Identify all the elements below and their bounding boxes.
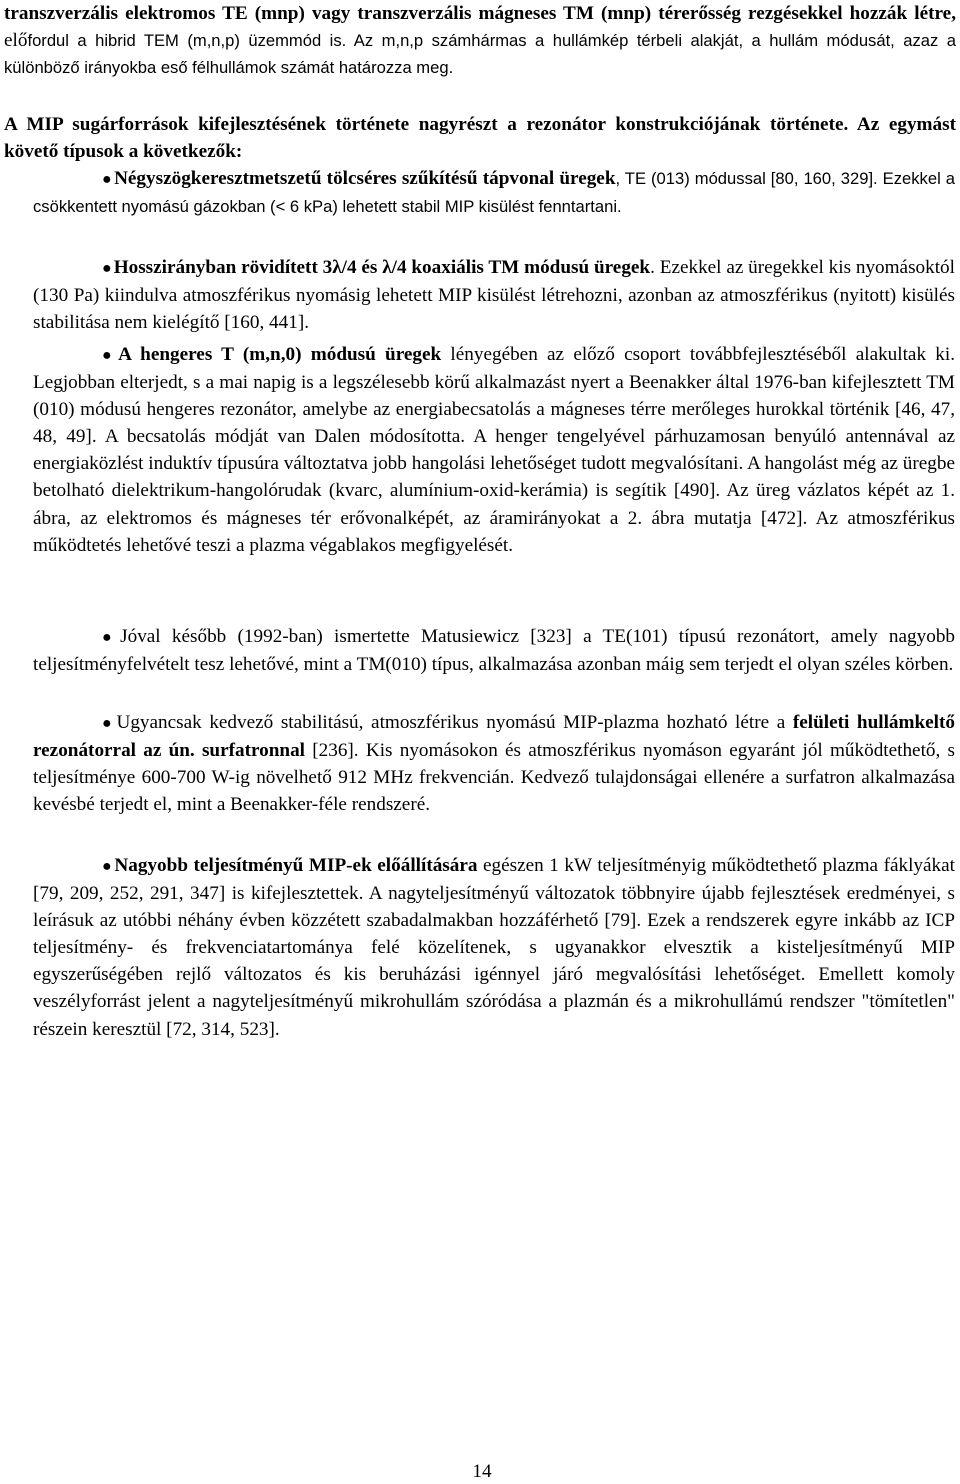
paragraph-intro-continued [4,0,956,81]
bold-text: felületi hullámkeltő rezonátorral az ún. surfatronnal [33,712,955,762]
bullet-icon: ● [102,171,113,188]
bold-text: A MIP sugárforrások kifejlesztésének története nagyrészt a rezonátor konstrukciójának története. Az egymást követő típusok a következők: [4,114,956,163]
page-number: 14 [472,1461,492,1482]
body-text: elő [4,30,28,52]
body-text: lényegében az előző csoport továbbfejlesztéséből alakultak ki. Legjobban elterjedt, s a mai napig is a legszélesebb körű alkalmazást nyert a Beenakker által 1976-ban kifejlesztett TM (010) módusú hengeres rezonátor, amelybe az energiabecsatolás a mágneses térre merőleges hurokkal történik [46, 47, 48, 49]. A becsatolás módját van Dalen módosította. A henger tengelyével párhuzamosan benyúló antennával az energiaközlést induktív típusúra változtatva jobb hangolási lehetőséget tudott megvalósítani. A hangolást még az üregbe betolható dielektrikum-hangolórudak (kvarc, alumínium-oxid-kerámia) is segítik [490]. Az üreg vázlatos képét az 1. ábra, az elektromos és mágneses tér erővonalképét, az áramirányokat a 2. ábra mutatja [472]. Az atmoszférikus működtetés lehetővé teszi a plazma végablakos megfigyelését. [33,344,956,556]
body-text: Jóval később (1992-ban) ismertette Matusiewicz [323] a TE(101) típusú rezonátort, amely nagyobb teljesítményfelvételt tesz lehetővé, mint a TM(010) típus, alkalmazása azonban máig sem terjedt el olyan széles körben. [33,626,956,676]
bullet-icon: ● [102,260,112,277]
bullet-icon: ● [102,858,113,875]
list-item-high-power-mip [33,852,955,1043]
body-text: [236]. Kis nyomásokon és atmoszférikus nyomáson egyaránt jól működtethető, s teljesítménye 600-700 W-ig növelhető 912 MHz frekvencián. Kedvező tulajdonságai ellenére a surfatron alkalmazása kevésbé terjedt el, mint a Beenakker-féle rendszeré. [33,740,955,816]
body-text: egészen 1 kW teljesítményig működtethető plazma fáklyákat [79, 209, 252, 291, 347] is kifejlesztettek. A nagyteljesítményű változatok többnyire újabb fejlesztések eredményei, s leírásuk az utóbbi néhány évben közzétett szabadalmakban hozzáférhető [79]. Ezek a rendszerek egyre inkább az ICP teljesítmény- és frekvenciatartománya felé közelítenek, s ugyanakkor elvesztik a kisteljesítményű MIP egyszerűségében rejlő változatos és kis beruházási igénnyel járó megvalósítási lehetőséget. Emellett komoly veszélyforrást jelent a nagyteljesítményű mikrohullám szóródása a plazmán és a mikrohullámú rendszer "tömítetlen" részein keresztül [72, 314, 523]. [33,855,955,1040]
body-text: Ugyancsak kedvező stabilitású, atmoszférikus nyomású MIP-plazma hozható létre a [116,712,793,733]
bold-text: Hosszirányban rövidített 3λ/4 és λ/4 koaxiális TM módusú üregek [113,257,651,278]
list-item-te101-resonator [33,623,955,678]
list-item-rectangular-cavity [33,165,955,220]
list-item-coaxial-cavity [33,254,955,336]
list-item-cylindrical-cavity [33,341,955,559]
body-text-sans: fordul a hibrid TEM (m,n,p) üzemmód is. Az m,n,p számhármas a hullámkép térbeli alakját, a hullám módusát, azaz a különböző irányokba eső félhullámok számát határozza meg. [4,31,956,78]
body-text: . Ezekkel az üregekkel kis nyomásoktól (130 Pa) kiindulva atmoszférikus nyomásig lehetett MIP kisülést létrehozni, azonban az atmoszférikus (nyitott) kisülés stabilitása nem kielégítő [160, 441]. [33,257,955,334]
bullet-icon: ● [102,347,117,364]
bold-text: Négyszögkeresztmetszetű tölcséres szűkítésű tápvonal üregek [114,168,616,189]
paragraph-mip-history-heading [4,111,956,165]
body-text-sans: , TE (013) módussal [80, 160, 329]. Ezekkel a csökkentett nyomású gázokban (< 6 kPa) lehetett stabil MIP kisülést fenntartani. [33,169,955,217]
bullet-icon: ● [102,715,115,732]
bullet-icon: ● [102,629,119,646]
list-item-surfatron [33,709,955,818]
bold-text: transzverzális elektromos TE (mnp) vagy transzverzális mágneses TM (mnp) térerősség rezgésekkel hozzák létre, [4,3,956,24]
bold-text: A hengeres T (m,n,0) módusú üregek [118,344,442,365]
bold-text: Nagyobb teljesítményű MIP-ek előállítására [114,855,478,876]
